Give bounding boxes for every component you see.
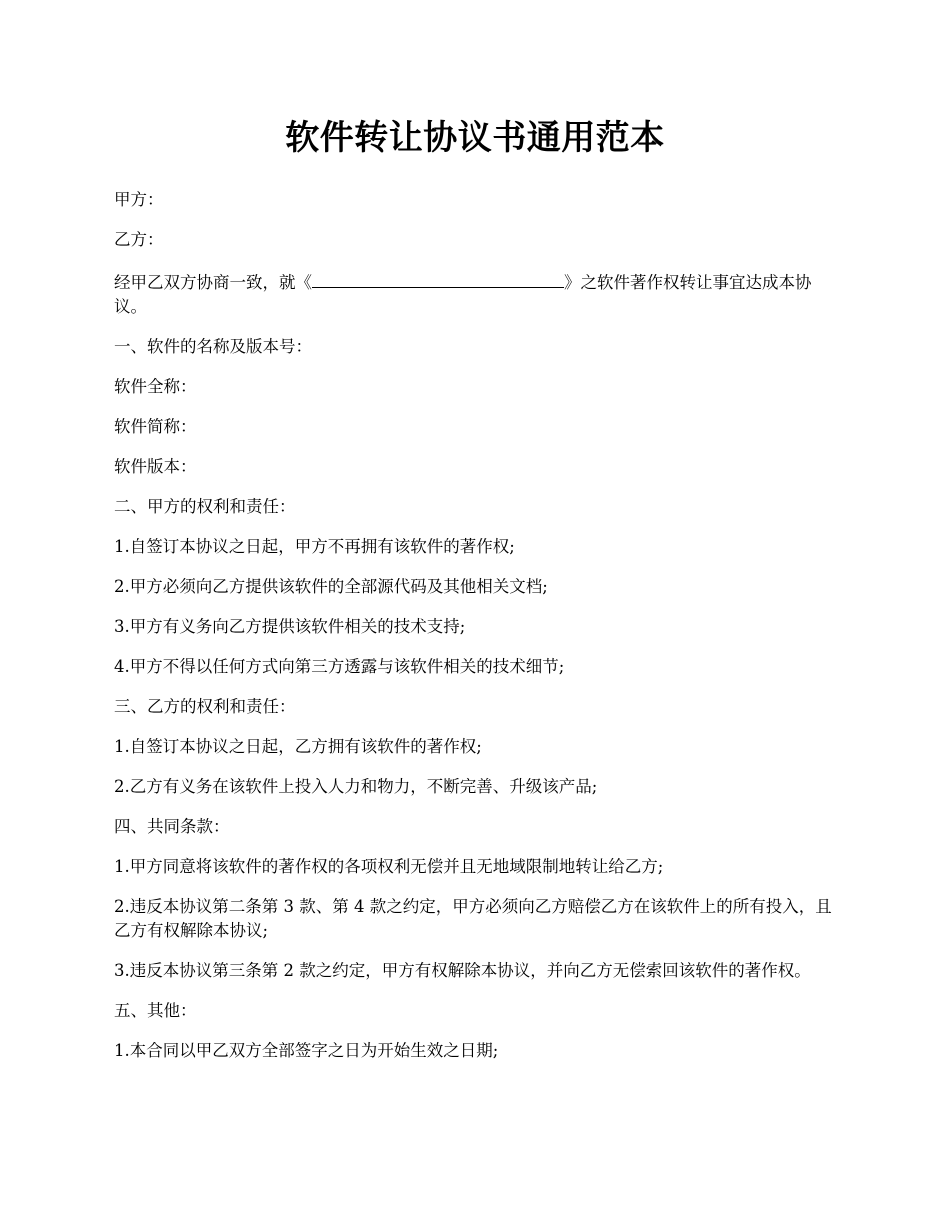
section-2-clause: 1.自签订本协议之日起，甲方不再拥有该软件的著作权; bbox=[114, 537, 515, 556]
section-4-heading: 四、共同条款： bbox=[114, 817, 230, 836]
intro-text-before: 经甲乙双方协商一致，就《 bbox=[114, 273, 312, 292]
document-title: 软件转让协议书通用范本 bbox=[285, 118, 665, 158]
section-2-clause: 3.甲方有义务向乙方提供该软件相关的技术支持; bbox=[114, 617, 466, 636]
section-3-heading: 三、乙方的权利和责任： bbox=[114, 697, 296, 716]
section-2-clause: 2.甲方必须向乙方提供该软件的全部源代码及其他相关文档; bbox=[114, 577, 548, 596]
section-3-clause: 2.乙方有义务在该软件上投入人力和物力，不断完善、升级该产品; bbox=[114, 777, 598, 796]
section-4-clause: 3.违反本协议第三条第 2 款之约定，甲方有权解除本协议，并向乙方无偿索回该软件的著作权。 bbox=[114, 961, 811, 980]
software-short-name-line: 软件简称： bbox=[114, 417, 197, 436]
software-version-line: 软件版本： bbox=[114, 457, 197, 476]
section-5-heading: 五、其他： bbox=[114, 1001, 197, 1020]
intro-text-after: 》之软件著作权转让事宜达成本协议。 bbox=[114, 273, 812, 316]
section-4-clause: 2.违反本协议第二条第 3 款、第 4 款之约定，甲方必须向乙方赔偿乙方在该软件上的所有投入，且乙方有权解除本协议; bbox=[114, 897, 832, 940]
section-1-heading: 一、软件的名称及版本号： bbox=[114, 337, 312, 356]
section-5-clause: 1.本合同以甲乙双方全部签字之日为开始生效之日期; bbox=[114, 1041, 499, 1060]
software-name-blank bbox=[312, 268, 564, 288]
section-2-clause: 4.甲方不得以任何方式向第三方透露与该软件相关的技术细节; bbox=[114, 657, 565, 676]
software-full-name-line: 软件全称： bbox=[114, 377, 197, 396]
intro-paragraph bbox=[114, 268, 836, 319]
section-4-clause: 1.甲方同意将该软件的著作权的各项权利无偿并且无地域限制地转让给乙方; bbox=[114, 857, 664, 876]
party-b-line: 乙方： bbox=[114, 230, 164, 249]
party-a-line: 甲方： bbox=[114, 190, 164, 209]
section-3-clause: 1.自签订本协议之日起，乙方拥有该软件的著作权; bbox=[114, 737, 482, 756]
section-2-heading: 二、甲方的权利和责任： bbox=[114, 497, 296, 516]
